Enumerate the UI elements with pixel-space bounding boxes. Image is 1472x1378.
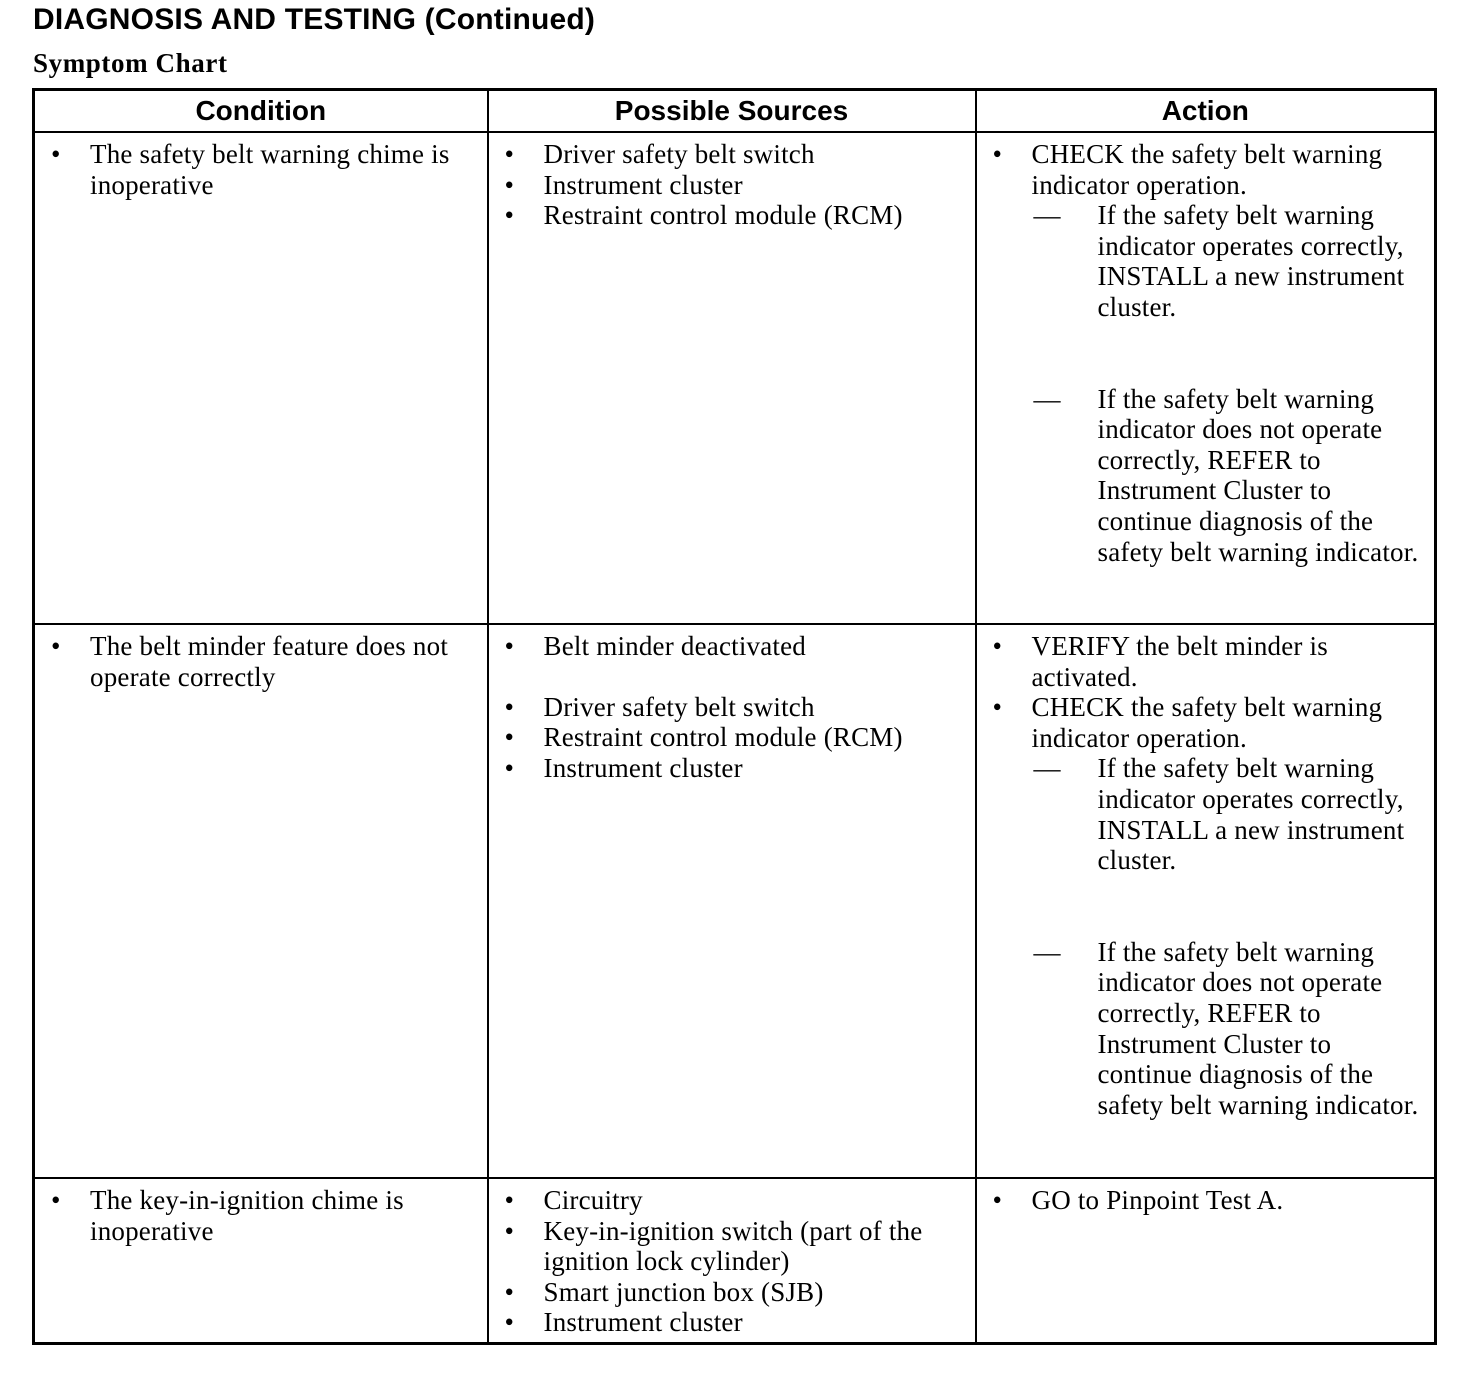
table-row xyxy=(34,1178,1436,1343)
source-text: Restraint control module (RCM) xyxy=(543,200,903,231)
source-text: Restraint control module (RCM) xyxy=(543,722,903,753)
page-title: DIAGNOSIS AND TESTING (Continued) xyxy=(33,3,596,36)
condition-cell xyxy=(34,624,488,1178)
bullet-icon: • xyxy=(51,139,61,169)
condition-item xyxy=(35,1185,487,1246)
table-row xyxy=(34,624,1436,1178)
dash-icon: — xyxy=(1033,200,1061,231)
sources-cell xyxy=(488,1178,976,1343)
action-sub-item xyxy=(977,753,1435,875)
source-item xyxy=(489,1307,975,1338)
source-text: Smart junction box (SJB) xyxy=(543,1276,824,1307)
source-text: Instrument cluster xyxy=(543,169,743,200)
action-sub-item xyxy=(977,384,1435,568)
action-sub-item xyxy=(977,200,1435,322)
source-item xyxy=(489,722,975,753)
bullet-icon: • xyxy=(992,692,1003,723)
action-item xyxy=(977,631,1435,692)
action-item xyxy=(977,1185,1435,1216)
bullet-icon: • xyxy=(504,691,515,722)
source-item xyxy=(489,631,975,662)
source-text: Driver safety belt switch xyxy=(543,691,815,722)
source-item xyxy=(489,1185,975,1216)
source-item xyxy=(489,139,975,170)
action-cell xyxy=(976,132,1436,624)
bullet-icon: • xyxy=(504,722,515,753)
action-item xyxy=(977,139,1435,200)
source-item xyxy=(489,1277,975,1308)
condition-text: The belt minder feature does not operate correctly xyxy=(90,631,449,692)
bullet-icon: • xyxy=(51,1185,61,1215)
source-item xyxy=(489,692,975,723)
source-item xyxy=(489,170,975,201)
dash-icon: — xyxy=(1033,383,1061,414)
table-header-row xyxy=(34,90,1436,133)
bullet-icon: • xyxy=(504,752,515,783)
bullet-icon: • xyxy=(504,169,515,200)
bullet-icon: • xyxy=(504,1307,515,1338)
dash-icon: — xyxy=(1033,936,1061,967)
bullet-icon: • xyxy=(992,1185,1003,1215)
action-sub-text: If the safety belt warning indicator does not operate correctly, REFER to Instrument Cluster to continue diagnosis of the safety belt warning indicator. xyxy=(1097,936,1419,1120)
action-cell xyxy=(976,1178,1436,1343)
source-text: Key-in-ignition switch (part of the ignition lock cylinder) xyxy=(543,1215,923,1277)
source-text: Instrument cluster xyxy=(543,1307,743,1338)
source-text: Driver safety belt switch xyxy=(543,139,815,169)
condition-item xyxy=(35,139,487,200)
table-row xyxy=(34,132,1436,624)
condition-cell xyxy=(34,1178,488,1343)
action-text: VERIFY the belt minder is activated. xyxy=(1031,631,1328,692)
bullet-icon: • xyxy=(992,139,1003,169)
condition-text: The key-in-ignition chime is inoperative xyxy=(90,1185,404,1246)
source-item xyxy=(489,200,975,231)
source-item xyxy=(489,1216,975,1277)
bullet-icon: • xyxy=(504,1215,515,1246)
column-header-action: Action xyxy=(976,90,1436,133)
symptom-chart-table xyxy=(32,88,1437,1345)
bullet-icon: • xyxy=(504,1185,515,1215)
bullet-icon: • xyxy=(504,200,515,231)
action-sub-text: If the safety belt warning indicator does not operate correctly, REFER to Instrument Cluster to continue diagnosis of the safety belt warning indicator. xyxy=(1097,383,1419,567)
bullet-icon: • xyxy=(504,631,515,661)
action-sub-text: If the safety belt warning indicator operates correctly, INSTALL a new instrument cluster. xyxy=(1097,200,1405,322)
sources-cell xyxy=(488,624,976,1178)
action-sub-item xyxy=(977,937,1435,1121)
condition-item xyxy=(35,631,487,692)
source-text: Circuitry xyxy=(543,1185,643,1215)
action-sub-text: If the safety belt warning indicator operates correctly, INSTALL a new instrument cluster. xyxy=(1097,753,1405,876)
action-text: CHECK the safety belt warning indicator operation. xyxy=(1031,692,1383,753)
bullet-icon: • xyxy=(504,139,515,169)
source-text: Belt minder deactivated xyxy=(543,631,806,661)
bullet-icon: • xyxy=(992,631,1003,661)
action-cell xyxy=(976,624,1436,1178)
sources-cell xyxy=(488,132,976,624)
action-item xyxy=(977,692,1435,753)
source-text: Instrument cluster xyxy=(543,752,743,783)
bullet-icon: • xyxy=(51,631,61,661)
bullet-icon: • xyxy=(504,1276,515,1307)
source-item xyxy=(489,753,975,784)
chart-caption: Symptom Chart xyxy=(33,48,228,78)
dash-icon: — xyxy=(1033,753,1061,784)
condition-cell xyxy=(34,132,488,624)
column-header-possible-sources: Possible Sources xyxy=(488,90,976,133)
action-text: CHECK the safety belt warning indicator operation. xyxy=(1031,139,1383,200)
column-header-condition: Condition xyxy=(34,90,488,133)
action-text: GO to Pinpoint Test A. xyxy=(1031,1185,1284,1215)
condition-text: The safety belt warning chime is inoperative xyxy=(90,139,450,200)
